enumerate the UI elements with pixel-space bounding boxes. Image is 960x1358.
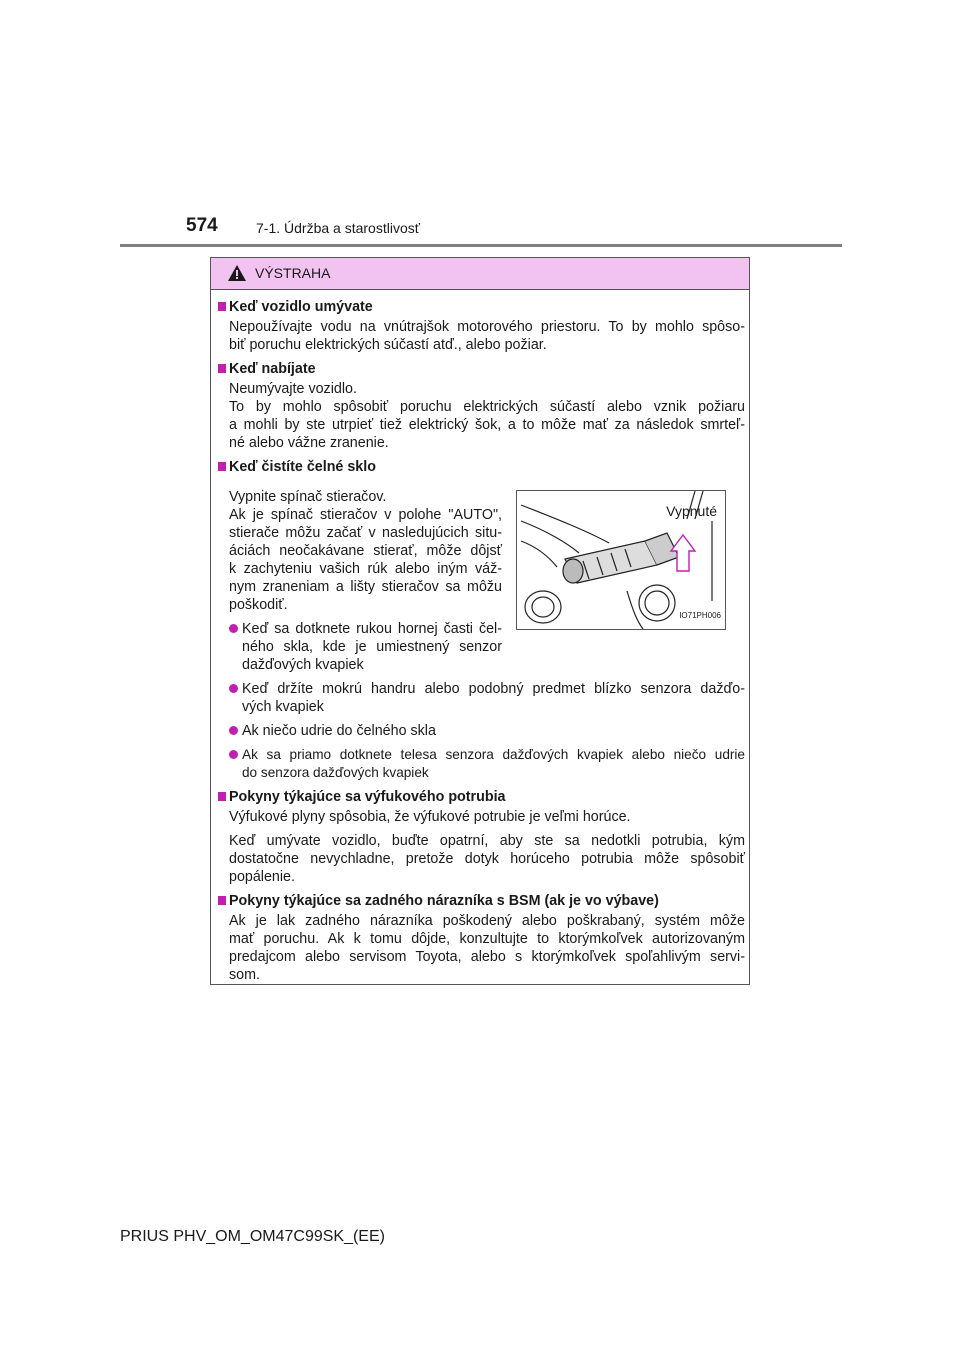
text-line: Keď držíte mokrú handru alebo podobný predmet blízko senzora dažďo- [242, 681, 745, 697]
text-line: Neumývajte vozidlo. [229, 381, 357, 397]
warning-title: VÝSTRAHA [255, 265, 331, 281]
footer-doc-code: PRIUS PHV_OM_OM47C99SK_(EE) [120, 1228, 385, 1245]
warning-triangle-icon [227, 264, 247, 282]
page-number: 574 [186, 215, 218, 236]
text-line: Vypnite spínač stieračov. [229, 489, 387, 505]
text-line: To by mohlo spôsobiť poruchu elektrických súčastí alebo vznik požiaru [229, 399, 745, 415]
text-line: Keď sa dotknete rukou hornej časti čel- [242, 621, 502, 637]
text-line: né alebo vážne zranenie. [229, 435, 389, 451]
bullet-item [229, 620, 502, 674]
text-line: dostatočne nevychladne, pretože dotyk horúceho potrubia môže spôsobiť [229, 851, 745, 867]
figure-code: IO71PH006 [679, 611, 721, 620]
text-line: mať poruchu. Ak k tomu dôjde, konzultujte to ktorýmkoľvek autorizovaným [229, 931, 745, 947]
text-line: Ak je spínač stieračov v polohe "AUTO", [229, 507, 502, 523]
heading-bumper: Pokyny týkajúce sa zadného nárazníka s BSM (ak je vo výbave) [217, 892, 745, 910]
text-line: Ak niečo udrie do čelného skla [242, 723, 436, 739]
text-line: Ak je lak zadného nárazníka poškodený alebo poškrabaný, systém môže [229, 913, 745, 929]
text-line: do senzora dažďových kvapiek [242, 765, 429, 780]
warning-content [217, 298, 745, 984]
para-windshield [229, 488, 502, 614]
text-line: predajcom alebo servisom Toyota, alebo s ktorýmkoľvek spoľahlivým servi- [229, 949, 745, 965]
text-line: vých kvapiek [242, 699, 324, 715]
warning-header [211, 258, 749, 290]
text-line: stierače môžu začať v nasledujúcich situ- [229, 525, 502, 541]
text-line: Výfukové plyny spôsobia, že výfukové potrubie je veľmi horúce. [229, 809, 631, 825]
heading-washing: Keď vozidlo umývate [217, 298, 745, 316]
para-exhaust-2 [229, 832, 745, 886]
text-line: som. [229, 967, 260, 983]
text-line: a mohli by ste utrpieť tiež elektrický šok, a to môže mať za následok smrteľ- [229, 417, 745, 433]
text-line: dažďových kvapiek [242, 657, 364, 673]
heading-windshield: Keď čistíte čelné sklo [217, 458, 745, 476]
text-line: Keď umývate vozidlo, buďte opatrní, aby ste sa nedotkli potrubia, kým [229, 833, 745, 849]
text-line: popálenie. [229, 869, 295, 885]
bullet-item [229, 680, 745, 716]
text-line: áciách neočakávane stierať, môže dôjsť [229, 543, 502, 559]
para-bumper [229, 912, 745, 984]
wiper-switch-figure [516, 490, 726, 630]
text-line: Ak sa priamo dotknete telesa senzora dažďových kvapiek alebo niečo udrie [242, 747, 745, 762]
text-line: k zachyteniu vašich rúk alebo iným váž- [229, 561, 502, 577]
section-title: 7-1. Údržba a starostlivosť [256, 220, 420, 236]
text-line: ného skla, kde je umiestnený senzor [242, 639, 502, 655]
warning-box [210, 257, 750, 985]
header-rule [120, 244, 842, 247]
para-washing [229, 318, 745, 354]
heading-charging: Keď nabíjate [217, 360, 745, 378]
para-exhaust-1 [229, 808, 745, 826]
windshield-split [217, 478, 745, 674]
text-line: Nepoužívajte vodu na vnútrajšok motorového priestoru. To by mohlo spôso- [229, 319, 745, 335]
heading-exhaust: Pokyny týkajúce sa výfukového potrubia [217, 788, 745, 806]
text-line: nym zraneniam a lišty stieračov sa môžu [229, 579, 502, 595]
para-charging [229, 380, 745, 452]
text-line: poškodiť. [229, 597, 288, 613]
text-line: biť poruchu elektrických súčastí atď., alebo požiar. [229, 337, 547, 353]
bullet-item [229, 746, 745, 782]
figure-label: Vypnuté [666, 503, 717, 519]
bullet-item [229, 722, 745, 740]
